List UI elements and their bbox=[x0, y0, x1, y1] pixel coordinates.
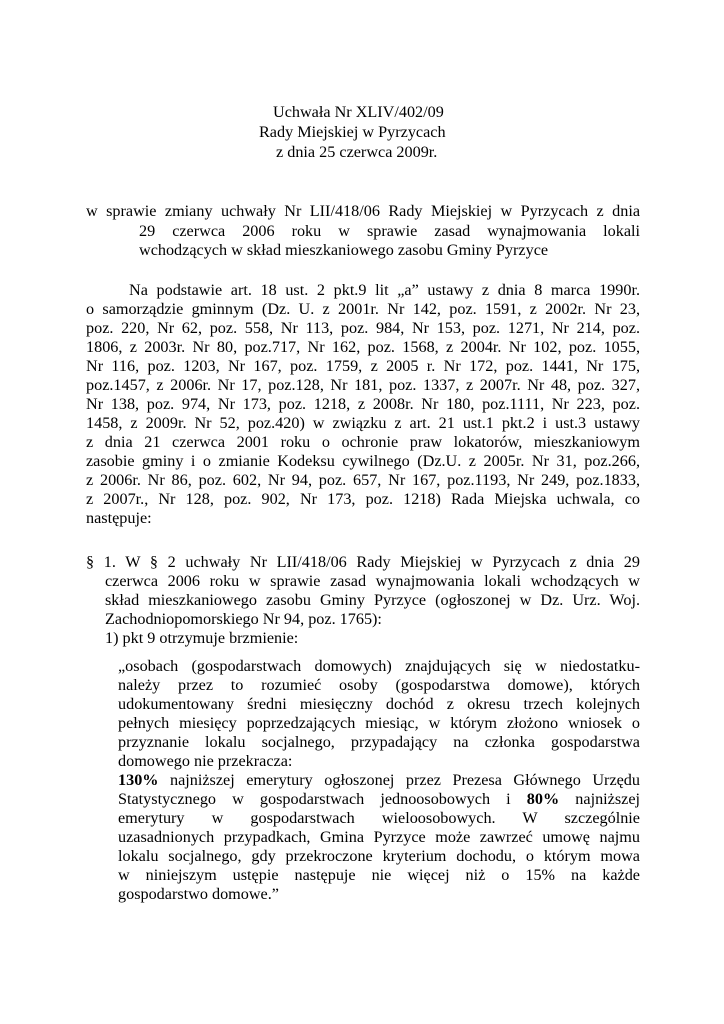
quote-line: „osobach (gospodarstwach domowych) znajdujących się w niedostatku- bbox=[118, 657, 640, 675]
quote-line: w niniejszym ustępie następuje nie więcej niż o 15% na każde bbox=[118, 866, 640, 884]
quote-line: pełnych miesięcy poprzedzających miesiąc, w którym złożono wniosek o bbox=[118, 714, 640, 732]
preamble-line: 1806, z 2003r. Nr 80, poz.717, Nr 162, poz. 1568, z 2004r. Nr 102, poz. 1055, bbox=[86, 338, 640, 356]
quote-line-130 bbox=[118, 771, 640, 790]
preamble-line: poz. 220, Nr 62, poz. 558, Nr 113, poz. 984, Nr 153, poz. 1271, Nr 214, poz. bbox=[86, 319, 640, 337]
quote-line: należy przez to rozumieć osoby (gospodarstwa domowe), których bbox=[118, 676, 640, 694]
quote-line: przyznanie lokalu socjalnego, przypadający na członka gospodarstwa bbox=[118, 733, 640, 751]
subject-line: 29 czerwca 2006 roku w sprawie zasad wynajmowania lokali bbox=[139, 222, 640, 240]
quote-line-130-text: najniższej emerytury ogłoszonej przez Prezesa Głównego Urzędu bbox=[158, 771, 640, 789]
preamble-line: z 2006r. Nr 86, poz. 602, Nr 94, poz. 657, Nr 167, poz.1193, Nr 249, poz.1833, bbox=[86, 471, 640, 489]
quote-line: uzasadnionych przypadkach, Gmina Pyrzyce może zawrzeć umowę najmu bbox=[118, 828, 640, 846]
quoted-definition bbox=[118, 657, 640, 904]
preamble-line: z dnia 21 czerwca 2001 roku o ochronie praw lokatorów, mieszkaniowym bbox=[86, 433, 640, 451]
subject-block bbox=[86, 202, 640, 221]
bold-130-percent: 130% bbox=[118, 771, 159, 789]
quote-line-80 bbox=[118, 790, 640, 809]
subject-line: w sprawie zmiany uchwały Nr LII/418/06 Rady Miejskiej w Pyrzycach z dnia bbox=[86, 202, 640, 220]
council-name: Rady Miejskiej w Pyrzycach bbox=[259, 123, 446, 141]
preamble-line: zasobie gminy i o zmianie Kodeksu cywilnego (Dz.U. z 2005r. Nr 31, poz.266, bbox=[86, 452, 640, 470]
quote-line: emerytury w gospodarstwach wieloosobowych. W szczególnie bbox=[118, 809, 640, 827]
preamble-line: 1458, z 2009r. Nr 52, poz.420) w związku z art. 21 ust.1 pkt.2 i ust.3 ustawy bbox=[86, 414, 640, 432]
subject-block-cont bbox=[139, 222, 640, 260]
quote-line: udokumentowany średni miesięczny dochód z okresu trzech kolejnych bbox=[118, 695, 640, 713]
paragraph-line: skład mieszkaniowego zasobu Gminy Pyrzyce (ogłoszonej w Dz. Urz. Woj. bbox=[105, 591, 640, 609]
preamble-line: Na podstawie art. 18 ust. 2 pkt.9 lit „a” ustawy z dnia 8 marca 1990r. bbox=[129, 281, 640, 299]
preamble-line: następuje: bbox=[86, 509, 152, 527]
bold-80-percent: 80% bbox=[526, 790, 560, 808]
subject-line: wchodzących w skład mieszkaniowego zasobu Gminy Pyrzyce bbox=[139, 241, 549, 259]
quote-line: domowego nie przekracza: bbox=[118, 752, 293, 770]
resolution-date: z dnia 25 czerwca 2009r. bbox=[276, 143, 438, 161]
preamble bbox=[86, 281, 640, 528]
paragraph-line: czerwca 2006 roku w sprawie zasad wynajmowania lokali wchodzących w bbox=[105, 572, 640, 590]
paragraph-1-body bbox=[105, 572, 640, 648]
preamble-line: o samorządzie gminnym (Dz. U. z 2001r. Nr 142, poz. 1591, z 2002r. Nr 23, bbox=[86, 300, 640, 318]
preamble-line: Nr 116, poz. 1203, Nr 167, poz. 1759, z 2005 r. Nr 172, poz. 1441, Nr 175, bbox=[86, 357, 640, 375]
quote-line-80-text-a: Statystycznego w gospodarstwach jednoosobowych i bbox=[118, 790, 527, 808]
quote-line: gospodarstwo domowe.” bbox=[118, 885, 279, 903]
paragraph-1-first bbox=[86, 553, 640, 572]
resolution-number: Uchwała Nr XLIV/402/09 bbox=[273, 103, 444, 121]
point-1-label: 1) pkt 9 otrzymuje brzmienie: bbox=[105, 629, 299, 647]
preamble-line: Nr 138, poz. 974, Nr 173, poz. 1218, z 2008r. Nr 180, poz.1111, Nr 223, poz. bbox=[86, 395, 640, 413]
paragraph-line: § 1. W § 2 uchwały Nr LII/418/06 Rady Miejskiej w Pyrzycach z dnia 29 bbox=[86, 553, 640, 571]
paragraph-line: Zachodniopomorskiego Nr 94, poz. 1765): bbox=[105, 610, 382, 628]
preamble-line: poz.1457, z 2006r. Nr 17, poz.128, Nr 181, poz. 1337, z 2007r. Nr 48, poz. 327, bbox=[86, 376, 640, 394]
quote-line: lokalu socjalnego, gdy przekroczone kryterium dochodu, o którym mowa bbox=[118, 847, 640, 865]
preamble-line: z 2007r., Nr 128, poz. 902, Nr 173, poz. 1218) Rada Miejska uchwala, co bbox=[86, 490, 640, 508]
quote-line-80-text-b: najniższej bbox=[559, 790, 640, 808]
